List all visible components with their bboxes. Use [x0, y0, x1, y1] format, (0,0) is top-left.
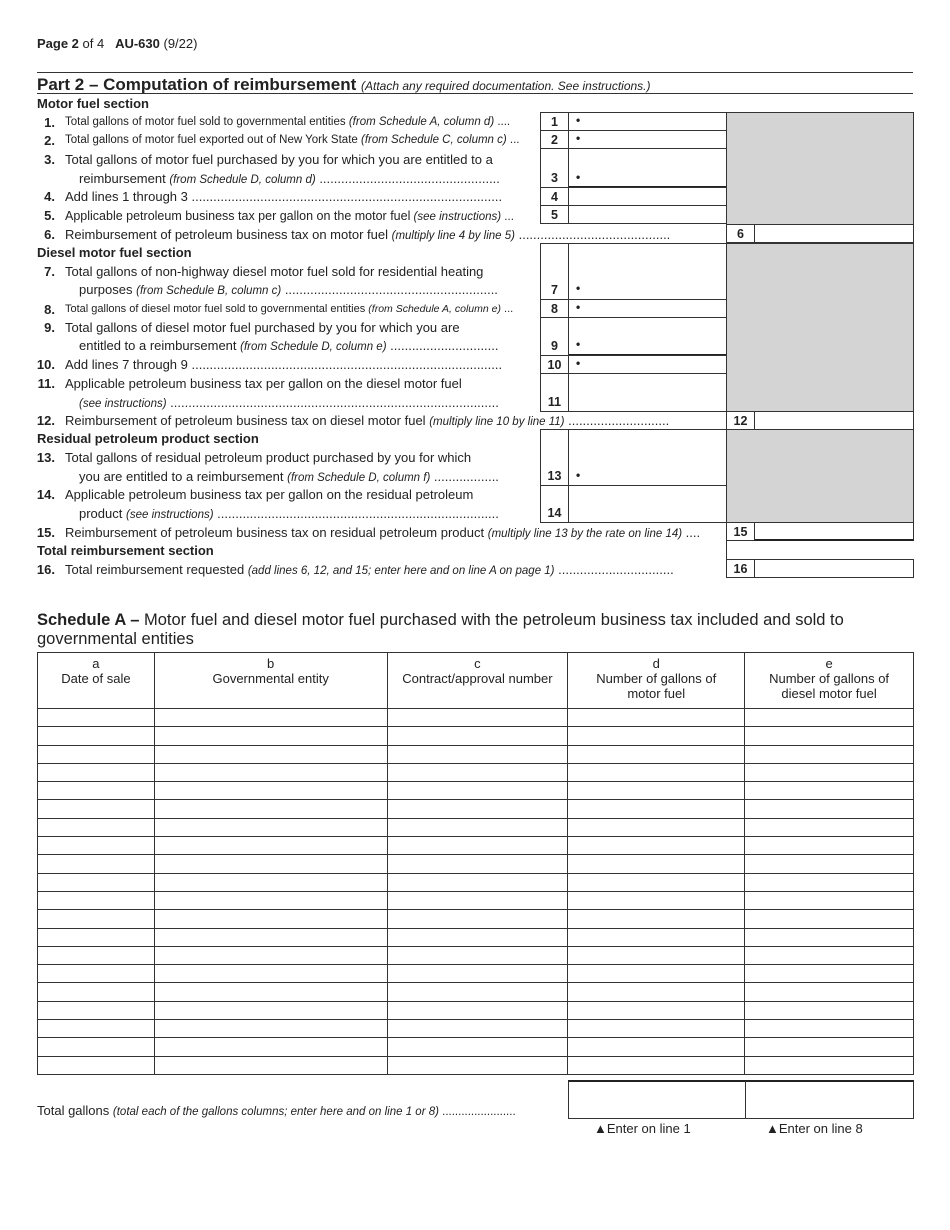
column-header-c	[387, 653, 568, 709]
column-header-a	[38, 653, 155, 709]
total-spacer	[726, 541, 914, 561]
line-7-text-a: Total gallons of non-highway diesel motor fuel sold for residential heating	[65, 264, 484, 279]
table-row	[38, 745, 914, 763]
line-3-text-b: reimbursement (from Schedule D, column d) ..................................................	[79, 171, 500, 186]
cell-e[interactable]	[745, 891, 914, 909]
column-label: Governmental entity	[212, 671, 329, 686]
bullet: •	[576, 131, 581, 145]
line-4-input[interactable]	[568, 187, 727, 206]
cell-c[interactable]	[387, 727, 568, 745]
cell-c[interactable]	[387, 709, 568, 727]
table-row	[38, 1001, 914, 1019]
column-label: Number of gallons of motor fuel	[596, 671, 717, 701]
line-4-number: 4.	[44, 189, 55, 204]
table-row	[38, 818, 914, 836]
table-row	[38, 1038, 914, 1056]
cell-c[interactable]	[387, 946, 568, 964]
line-14-number: 14.	[36, 487, 55, 502]
cell-a[interactable]	[38, 910, 155, 928]
shaded-area	[726, 112, 914, 225]
cell-b[interactable]	[154, 727, 387, 745]
line-14-text-a: Applicable petroleum business tax per gallon on the residual petroleum	[65, 487, 474, 502]
line-11-text-b: (see instructions) ...........................................................................................	[79, 395, 499, 410]
schedule-a-title-rest: Motor fuel and diesel motor fuel purchased with the petroleum business tax included and sold to governmental entities	[37, 611, 844, 648]
cell-c[interactable]	[387, 1020, 568, 1038]
cell-e[interactable]	[745, 855, 914, 873]
cell-a[interactable]	[38, 837, 155, 855]
cell-e[interactable]	[745, 1001, 914, 1019]
table-row	[38, 763, 914, 781]
cell-a[interactable]	[38, 891, 155, 909]
table-row	[38, 1020, 914, 1038]
cell-c[interactable]	[387, 873, 568, 891]
table-row	[38, 873, 914, 891]
line-3-text-a: Total gallons of motor fuel purchased by you for which you are entitled to a	[65, 152, 493, 167]
line-2-number: 2.	[44, 133, 55, 148]
cell-b[interactable]	[154, 1038, 387, 1056]
cell-a[interactable]	[38, 763, 155, 781]
line-11-number: 11.	[37, 376, 55, 391]
line-9-text-a: Total gallons of diesel motor fuel purchased by you for which you are	[65, 320, 460, 335]
line-16-input[interactable]	[754, 559, 914, 578]
line-8-number: 8.	[44, 302, 55, 317]
line-6-input[interactable]	[754, 224, 914, 243]
table-row	[38, 983, 914, 1001]
line-4-text: Add lines 1 through 3 ......................................................................................	[65, 189, 503, 204]
table-row	[38, 946, 914, 964]
line-12-text: Reimbursement of petroleum business tax on diesel motor fuel (multiply line 10 by line 11) ............................	[65, 413, 670, 428]
cell-b[interactable]	[154, 928, 387, 946]
cell-b[interactable]	[154, 1001, 387, 1019]
table-row	[38, 1056, 914, 1074]
table-row	[38, 910, 914, 928]
line-1-input[interactable]	[568, 112, 727, 131]
schedule-a-table	[37, 652, 914, 1075]
cell-b[interactable]	[154, 891, 387, 909]
line-10-input[interactable]	[568, 355, 727, 374]
cell-a[interactable]	[38, 928, 155, 946]
cell-a[interactable]	[38, 818, 155, 836]
cell-b[interactable]	[154, 709, 387, 727]
cell-d[interactable]	[568, 837, 745, 855]
cell-c[interactable]	[387, 983, 568, 1001]
column-letter: b	[267, 656, 275, 671]
bullet: •	[576, 170, 581, 184]
line-13-label: 13	[540, 429, 569, 486]
cell-d[interactable]	[568, 818, 745, 836]
enter-line-8-note: ▲Enter on line 8	[766, 1121, 863, 1136]
cell-c[interactable]	[387, 891, 568, 909]
cell-b[interactable]	[154, 837, 387, 855]
cell-d[interactable]	[568, 782, 745, 800]
line-13-text-a: Total gallons of residual petroleum product purchased by you for which	[65, 450, 472, 465]
bullet: •	[576, 356, 581, 370]
line-14-text-b: product (see instructions) ..............................................................................	[79, 506, 499, 521]
line-16-number: 16.	[36, 562, 55, 577]
cell-d[interactable]	[568, 1020, 745, 1038]
line-15-text: Reimbursement of petroleum business tax on residual petroleum product (multiply line 13 by the rate on line 14) ....	[65, 525, 701, 540]
cell-a[interactable]	[38, 1038, 155, 1056]
cell-d[interactable]	[568, 855, 745, 873]
table-row	[38, 965, 914, 983]
page-of: of 4	[82, 36, 105, 51]
cell-b[interactable]	[154, 965, 387, 983]
cell-c[interactable]	[387, 1038, 568, 1056]
column-letter: e	[825, 656, 833, 671]
table-row	[38, 928, 914, 946]
cell-a[interactable]	[38, 745, 155, 763]
line-9-label: 9	[540, 317, 569, 356]
cell-c[interactable]	[387, 763, 568, 781]
line-3-number: 3.	[44, 152, 55, 167]
schedule-a-header-row	[38, 653, 914, 709]
total-motor-fuel-input[interactable]	[568, 1080, 746, 1119]
cell-d[interactable]	[568, 727, 745, 745]
line-7-label: 7	[540, 243, 569, 300]
line-15-number: 15.	[36, 525, 55, 540]
line-11-label: 11	[540, 373, 569, 412]
cell-c[interactable]	[387, 965, 568, 983]
line-12-label: 12	[726, 411, 755, 430]
cell-c[interactable]	[387, 1056, 568, 1074]
cell-e[interactable]	[745, 928, 914, 946]
cell-c[interactable]	[387, 910, 568, 928]
line-5-text: Applicable petroleum business tax per gallon on the motor fuel (see instructions) ...	[65, 209, 514, 223]
divider	[37, 72, 913, 73]
cell-a[interactable]	[38, 1020, 155, 1038]
cell-e[interactable]	[745, 946, 914, 964]
cell-e[interactable]	[745, 818, 914, 836]
cell-e[interactable]	[745, 782, 914, 800]
page-number: Page 2	[37, 36, 79, 51]
table-row	[38, 727, 914, 745]
cell-a[interactable]	[38, 946, 155, 964]
table-row	[38, 709, 914, 727]
cell-c[interactable]	[387, 1001, 568, 1019]
line-10-number: 10.	[36, 357, 55, 372]
cell-d[interactable]	[568, 800, 745, 818]
column-letter: a	[92, 656, 100, 671]
cell-a[interactable]	[38, 782, 155, 800]
cell-e[interactable]	[745, 727, 914, 745]
line-12-number: 12.	[36, 413, 55, 428]
cell-e[interactable]	[745, 709, 914, 727]
line-5-label: 5	[540, 205, 569, 224]
schedule-a-title	[37, 611, 917, 649]
shaded-area	[726, 429, 914, 523]
line-9-text-b: entitled to a reimbursement (from Schedule D, column e) ..............................	[79, 338, 499, 353]
line-12-input[interactable]	[754, 411, 914, 430]
cell-e[interactable]	[745, 1038, 914, 1056]
line-3-input[interactable]	[568, 148, 727, 188]
line-2-text: Total gallons of motor fuel exported out of New York State (from Schedule C, column c) ...	[65, 134, 520, 146]
line-13-input[interactable]	[568, 429, 727, 486]
total-gallons-label: Total gallons (total each of the gallons columns; enter here and on line 1 or 8) .......................	[37, 1103, 516, 1118]
line-10-text: Add lines 7 through 9 ......................................................................................	[65, 357, 503, 372]
line-8-input[interactable]	[568, 299, 727, 318]
cell-b[interactable]	[154, 745, 387, 763]
cell-e[interactable]	[745, 1020, 914, 1038]
line-7-number: 7.	[44, 264, 55, 279]
line-9-number: 9.	[44, 320, 55, 335]
cell-c[interactable]	[387, 800, 568, 818]
cell-d[interactable]	[568, 983, 745, 1001]
cell-d[interactable]	[568, 1038, 745, 1056]
divider	[37, 93, 913, 94]
cell-e[interactable]	[745, 745, 914, 763]
cell-a[interactable]	[38, 1056, 155, 1074]
line-15-input[interactable]	[754, 522, 914, 541]
line-9-input[interactable]	[568, 317, 727, 356]
bullet: •	[576, 281, 581, 295]
cell-d[interactable]	[568, 965, 745, 983]
cell-a[interactable]	[38, 800, 155, 818]
cell-b[interactable]	[154, 1020, 387, 1038]
cell-d[interactable]	[568, 891, 745, 909]
column-header-d	[568, 653, 745, 709]
cell-c[interactable]	[387, 818, 568, 836]
table-row	[38, 855, 914, 873]
cell-b[interactable]	[154, 946, 387, 964]
line-2-input[interactable]	[568, 130, 727, 149]
cell-d[interactable]	[568, 745, 745, 763]
cell-d[interactable]	[568, 928, 745, 946]
cell-e[interactable]	[745, 837, 914, 855]
bullet: •	[576, 468, 581, 482]
cell-e[interactable]	[745, 800, 914, 818]
table-row	[38, 800, 914, 818]
line-1-label: 1	[540, 112, 569, 131]
cell-a[interactable]	[38, 965, 155, 983]
column-header-b	[154, 653, 387, 709]
cell-c[interactable]	[387, 782, 568, 800]
column-label: Date of sale	[61, 671, 131, 686]
line-16-label: 16	[726, 559, 755, 578]
line-5-number: 5.	[44, 208, 55, 223]
line-6-number: 6.	[44, 227, 55, 242]
cell-e[interactable]	[745, 965, 914, 983]
line-2-label: 2	[540, 130, 569, 149]
part2-title	[37, 75, 651, 95]
schedule-a-title-bold: Schedule A –	[37, 611, 140, 629]
bullet: •	[576, 337, 581, 351]
page-header	[37, 36, 197, 51]
cell-b[interactable]	[154, 782, 387, 800]
line-16-text: Total reimbursement requested (add lines 6, 12, and 15; enter here and on line A on page 1) ................................	[65, 562, 674, 577]
cell-a[interactable]	[38, 709, 155, 727]
table-row	[38, 782, 914, 800]
enter-line-1-note: ▲Enter on line 1	[594, 1121, 691, 1136]
cell-a[interactable]	[38, 983, 155, 1001]
cell-b[interactable]	[154, 910, 387, 928]
cell-d[interactable]	[568, 873, 745, 891]
cell-c[interactable]	[387, 855, 568, 873]
cell-b[interactable]	[154, 800, 387, 818]
line-6-label: 6	[726, 224, 755, 243]
line-7-input[interactable]	[568, 243, 727, 300]
line-6-text: Reimbursement of petroleum business tax on motor fuel (multiply line 4 by line 5) ..........................................	[65, 227, 671, 242]
form-id: AU-630	[115, 36, 160, 51]
table-row	[38, 891, 914, 909]
motor-fuel-section-heading: Motor fuel section	[37, 96, 149, 111]
residual-section-heading: Residual petroleum product section	[37, 431, 259, 446]
cell-a[interactable]	[38, 873, 155, 891]
diesel-section-heading: Diesel motor fuel section	[37, 245, 192, 260]
bullet: •	[576, 113, 581, 127]
cell-d[interactable]	[568, 763, 745, 781]
cell-b[interactable]	[154, 763, 387, 781]
line-10-label: 10	[540, 355, 569, 374]
cell-d[interactable]	[568, 709, 745, 727]
column-label: Number of gallons of diesel motor fuel	[769, 671, 890, 701]
line-1-number: 1.	[44, 115, 55, 130]
line-5-input[interactable]	[568, 205, 727, 224]
part2-title-text: Part 2 – Computation of reimbursement	[37, 75, 357, 94]
bullet: •	[576, 300, 581, 314]
line-11-input[interactable]	[568, 373, 727, 412]
line-15-label: 15	[726, 522, 755, 541]
cell-b[interactable]	[154, 855, 387, 873]
total-section-heading: Total reimbursement section	[37, 543, 214, 558]
line-13-number: 13.	[36, 450, 55, 465]
line-11-text-a: Applicable petroleum business tax per gallon on the diesel motor fuel	[65, 376, 462, 391]
cell-d[interactable]	[568, 1056, 745, 1074]
cell-c[interactable]	[387, 928, 568, 946]
line-13-text-b: you are entitled to a reimbursement (from Schedule D, column f) ..................	[79, 469, 499, 484]
form-date: (9/22)	[163, 36, 198, 51]
total-diesel-fuel-input[interactable]	[745, 1080, 914, 1119]
line-14-label: 14	[540, 485, 569, 523]
cell-d[interactable]	[568, 946, 745, 964]
cell-e[interactable]	[745, 873, 914, 891]
column-letter: d	[652, 656, 660, 671]
line-7-text-b: purposes (from Schedule B, column c) ...........................................................	[79, 282, 498, 297]
cell-e[interactable]	[745, 983, 914, 1001]
part2-note: (Attach any required documentation. See instructions.)	[361, 79, 651, 93]
line-8-label: 8	[540, 299, 569, 318]
column-letter: c	[474, 656, 481, 671]
line-1-text: Total gallons of motor fuel sold to governmental entities (from Schedule A, column d) ....	[65, 116, 511, 128]
line-3-label: 3	[540, 148, 569, 188]
cell-d[interactable]	[568, 910, 745, 928]
table-row	[38, 837, 914, 855]
column-label: Contract/approval number	[402, 671, 553, 686]
cell-a[interactable]	[38, 727, 155, 745]
cell-e[interactable]	[745, 910, 914, 928]
column-header-e	[745, 653, 914, 709]
cell-b[interactable]	[154, 983, 387, 1001]
line-8-text: Total gallons of diesel motor fuel sold to governmental entities (from Schedule A, column e) ...	[65, 303, 514, 315]
cell-c[interactable]	[387, 745, 568, 763]
cell-e[interactable]	[745, 763, 914, 781]
line-4-label: 4	[540, 187, 569, 206]
cell-b[interactable]	[154, 1056, 387, 1074]
cell-d[interactable]	[568, 1001, 745, 1019]
shaded-area	[726, 243, 914, 412]
cell-a[interactable]	[38, 855, 155, 873]
cell-a[interactable]	[38, 1001, 155, 1019]
cell-c[interactable]	[387, 837, 568, 855]
line-14-input[interactable]	[568, 485, 727, 523]
cell-b[interactable]	[154, 818, 387, 836]
cell-b[interactable]	[154, 873, 387, 891]
cell-e[interactable]	[745, 1056, 914, 1074]
